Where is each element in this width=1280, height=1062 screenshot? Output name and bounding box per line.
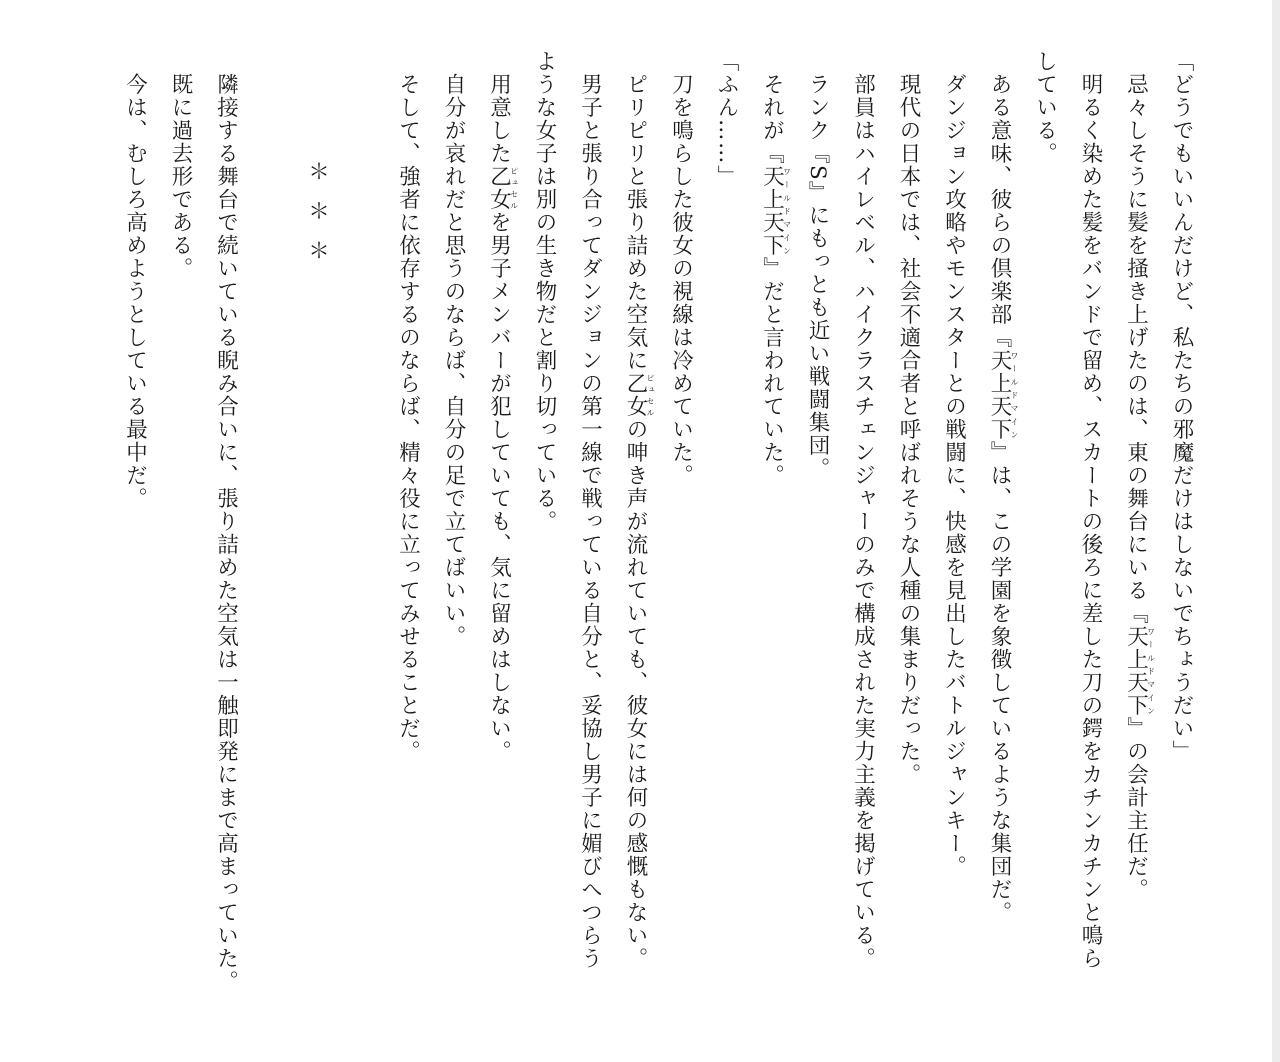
text-line: 現代の日本では、社会不適合者と呼ばれそうな人種の集まりだった。 [896, 50, 921, 786]
ruby-base: 天上天下 [759, 165, 785, 257]
text-line-segment: ある意味、彼らの倶楽部『 [987, 50, 1012, 349]
ruby-base: 天上天下 [987, 349, 1012, 441]
ruby-base: 乙女 [486, 165, 512, 211]
text-line [1113, 50, 1159, 1030]
ruby-reading: ワールドマイン [782, 165, 792, 257]
text-line: 刀を鳴らした彼女の視線は冷めていた。 [668, 50, 694, 487]
text-line-segment: を男子メンバーが犯していても、気に留めはしない。 [486, 211, 512, 763]
text-line [977, 50, 1023, 1030]
text-line: 「どうでもいいんだけど、私たちの邪魔だけはしないでちょうだい」 [1169, 50, 1194, 763]
text-line: ランク『S』にもっとも近い戦闘集団。 [805, 50, 830, 481]
vertical-text-body [112, 50, 1204, 1030]
text-line: 今は、むしろ高めようとしている最中だ。 [122, 50, 148, 510]
text-line: 自分が哀れだと思うのならば、自分の足で立てばいい。 [441, 50, 466, 648]
text-line: 明るく染めた髪をバンドで留め、スカートの後ろに差した刀の鍔をカチンカチンと鳴ら [1078, 50, 1103, 970]
ruby-reading: ピュセル [509, 165, 519, 211]
text-line: ような女子は別の生き物だと割り切っている。 [532, 50, 557, 533]
text-line [613, 50, 659, 1030]
scene-separator: ＊＊＊ [304, 160, 330, 279]
ruby-base: 天上天下 [1123, 625, 1149, 717]
page-edge [1272, 0, 1280, 1062]
text-line: 既に過去形である。 [168, 50, 193, 280]
text-line-segment: 忌々しそうに髪を掻き上げたのは、東の舞台にいる『 [1123, 50, 1149, 625]
text-line-segment: 』の会計主任だ。 [1123, 717, 1149, 901]
ruby-annotation [486, 165, 519, 211]
text-line: ダンジョン攻略やモンスターとの戦闘に、快感を見出したバトルジャンキー。 [941, 50, 967, 878]
ruby-reading: ワールドマイン [1010, 349, 1019, 441]
ruby-annotation [623, 372, 655, 418]
text-line: 「ふん……」 [714, 50, 739, 188]
text-line-segment: それが『 [759, 50, 785, 165]
ruby-reading: ピュセル [646, 372, 655, 418]
text-line-segment: ピリピリと張り詰めた空気に [623, 50, 648, 372]
blank-line [340, 50, 386, 1030]
blank-line [249, 50, 295, 1030]
text-line-segment: 用意した [486, 50, 512, 165]
text-line-segment: 』だと言われていた。 [759, 257, 785, 487]
ruby-base: 乙女 [623, 372, 648, 418]
text-line: 部員はハイレベル、ハイクラスチェンジャーのみで構成された実力主義を掲げている。 [850, 50, 876, 970]
text-line-segment: の呻き声が流れていても、彼女には何の感慨もない。 [623, 418, 648, 970]
text-line: 隣接する舞台で続いている睨み合いに、張り詰めた空気は一触即発にまで高まっていた。 [213, 50, 239, 993]
text-line: そして、強者に依存するのならば、精々役に立ってみせることだ。 [395, 50, 421, 763]
ruby-annotation [1123, 625, 1156, 717]
text-line-segment: 』は、この学園を象徴しているような集団だ。 [987, 441, 1012, 924]
text-line: している。 [1032, 50, 1058, 165]
text-line [476, 50, 522, 1030]
text-line: 男子と張り合ってダンジョンの第一線で戦っている自分と、妥協し男子に媚びへつらう [577, 50, 603, 970]
ruby-annotation [759, 165, 792, 257]
ruby-annotation [987, 349, 1019, 441]
text-line [749, 50, 795, 1030]
ruby-reading: ワールドマイン [1146, 625, 1156, 717]
